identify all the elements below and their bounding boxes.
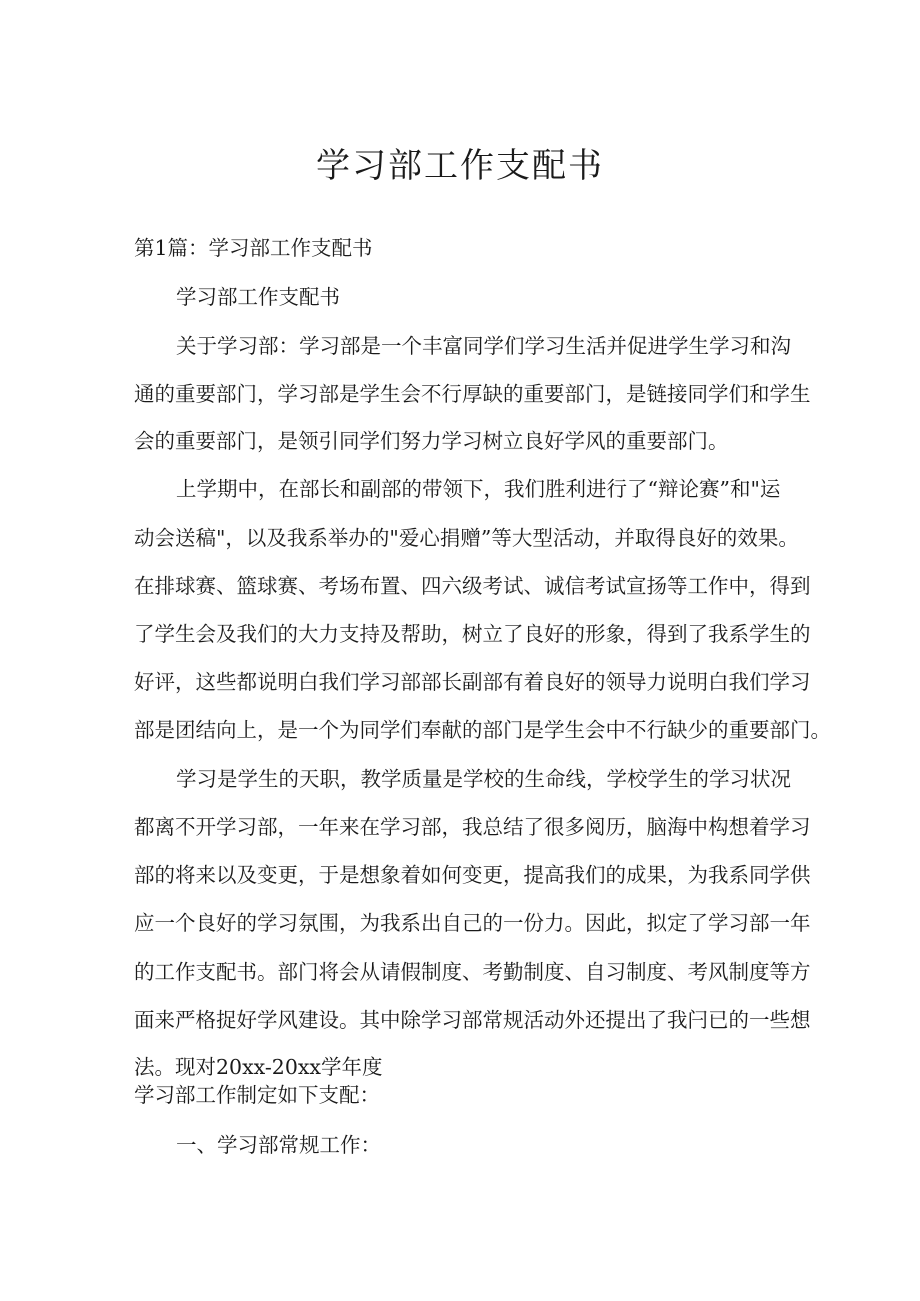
paragraph-line: 面来严格捉好学风建设。其中除学习部常规活动外还提出了我闩已的一些想: [134, 1008, 811, 1032]
paragraph-line: 部的将来以及变更，于是想象着如何变更，提高我们的成果，为我系同学供: [134, 863, 811, 887]
paragraph-line: 会的重要部门，是领引同学们努力学习树立良好学风的重要部门。: [134, 429, 729, 453]
section-subheading: 学习部工作支配书: [176, 285, 340, 309]
paragraph-line: 学习是学生的天职，教学质量是学校的生命线，学校学生的学习状况: [176, 767, 791, 791]
paragraph-line: 在排球赛、篮球赛、考场布置、四六级考试、诚信考试宣扬等工作中，得到: [134, 574, 811, 598]
paragraph-line: 的工作支配书。部门将会从请假制度、考勤制度、自习制度、考风制度等方: [134, 960, 811, 984]
chapter-heading: 第1篇：学习部工作支配书: [134, 236, 373, 260]
paragraph-line: 都离不开学习部，一年来在学习部，我总结了很多阅历，脑海中构想着学习: [134, 815, 811, 839]
paragraph-line: 应一个良好的学习氛围，为我系出自己的一份力。因此，拟定了学习部一年: [134, 911, 811, 935]
closing-line: 学习部工作制定如下支配：: [134, 1083, 380, 1107]
paragraph-line: 法。现对20xx-20xx学年度: [134, 1055, 383, 1079]
paragraph-line: 好评，这些都说明白我们学习部部长副部有着良好的领导力说明白我们学习: [134, 670, 811, 694]
paragraph-line: 动会送稿"，以及我系举办的"爱心捐赠”等大型活动，并取得良好的效果。: [134, 526, 799, 550]
paragraph-line: 上学期中，在部长和副部的带领下，我们胜利进行了“辩论赛”和"运: [176, 477, 781, 501]
paragraph-line: 了学生会及我们的大力支持及帮助，树立了良好的形象，得到了我系学生的: [134, 622, 811, 646]
paragraph-line: 部是团结向上，是一个为同学们奉献的部门是学生会中不行缺少的重要部门。: [134, 718, 831, 742]
document-title: 学习部工作支配书: [316, 146, 604, 186]
paragraph-line: 通的重要部门，学习部是学生会不行厚缺的重要部门，是链接同学们和学生: [134, 382, 811, 406]
section-heading: 一、学习部常规工作：: [176, 1133, 381, 1157]
paragraph-line: 关于学习部：学习部是一个丰富同学们学习生活并促进学生学习和沟: [176, 334, 791, 358]
